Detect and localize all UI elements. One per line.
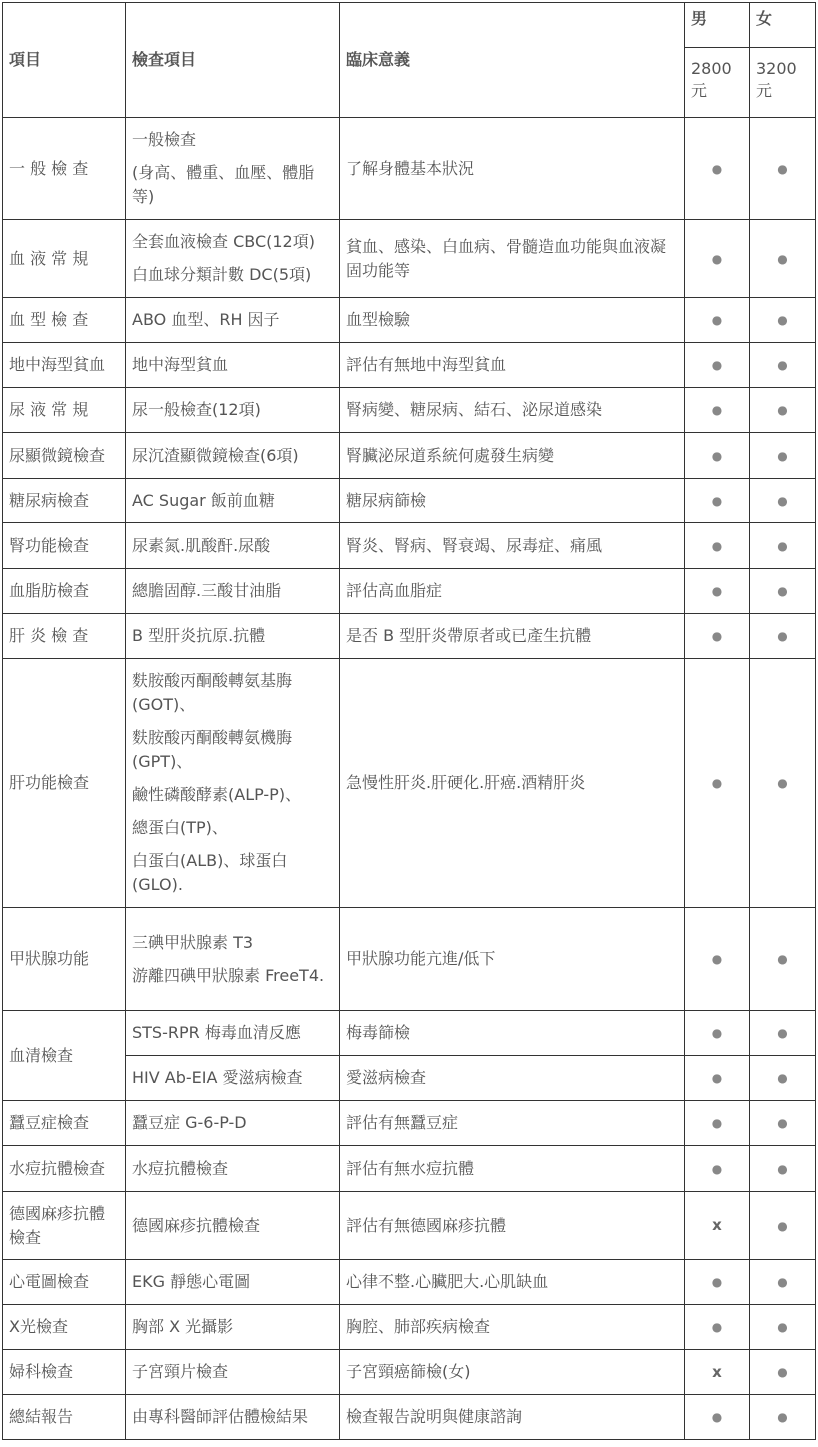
row-category: 肝 炎 檢 查 (3, 614, 126, 659)
exam-item-line: 由專科醫師評估體檢結果 (132, 1407, 309, 1426)
row-female-mark (750, 1350, 816, 1395)
row-category: 地中海型貧血 (3, 343, 126, 388)
table-row (3, 908, 816, 1011)
included-mark: ● (711, 1275, 723, 1289)
included-mark: ● (777, 1410, 788, 1424)
exam-item-line: (身高、體重、血壓、體脂等) (132, 163, 315, 206)
included-mark: ● (711, 952, 723, 966)
exam-item-line: 全套血液檢查 CBC(12項) (132, 232, 315, 251)
row-exam-items (126, 479, 340, 523)
included-mark: ● (711, 629, 723, 643)
header-female: 女 (750, 3, 816, 48)
table-row (3, 1260, 816, 1305)
row-female-mark (750, 118, 816, 220)
included-mark: ● (777, 313, 788, 327)
row-female-mark (750, 1395, 816, 1440)
female-price: 3200元 (750, 48, 816, 118)
row-male-mark (685, 908, 750, 1011)
row-clinical-meaning: 胸腔、肺部疾病檢查 (340, 1305, 685, 1350)
table-row (3, 1146, 816, 1192)
exam-item-line: 游離四碘甲狀腺素 FreeT4. (132, 965, 325, 985)
included-mark: ● (777, 1275, 788, 1289)
exam-item-line: 尿一般檢查(12項) (132, 400, 261, 419)
row-female-mark (750, 908, 816, 1011)
row-female-mark (750, 479, 816, 523)
row-male-mark (685, 523, 750, 569)
row-female-mark (750, 298, 816, 343)
included-mark: ● (711, 1410, 723, 1424)
row-clinical-meaning: 是否 B 型肝炎帶原者或已產生抗體 (340, 614, 685, 659)
row-male-mark (685, 118, 750, 220)
exam-item-line: STS-RPR 梅毒血清反應 (132, 1023, 301, 1042)
table-row (3, 298, 816, 343)
row-male-mark (685, 659, 750, 908)
row-category: 一 般 檢 查 (3, 118, 126, 220)
header-row (3, 3, 816, 48)
table-row (3, 1101, 816, 1146)
exam-item-line: 尿素氮.肌酸酐.尿酸 (132, 535, 271, 555)
included-mark: ● (777, 1218, 788, 1233)
included-mark: ● (777, 403, 788, 417)
row-category: 血脂肪檢查 (3, 569, 126, 614)
health-checkup-table (2, 2, 816, 1440)
excluded-mark: x (712, 1362, 722, 1381)
included-mark: ● (777, 1116, 788, 1130)
included-mark: ● (777, 629, 788, 643)
row-female-mark (750, 343, 816, 388)
included-mark: ● (711, 1071, 723, 1085)
row-male-mark (685, 1011, 750, 1056)
included-mark: ● (777, 1071, 788, 1085)
exam-item-line: B 型肝炎抗原.抗體 (132, 626, 266, 645)
included-mark: ● (777, 1161, 788, 1176)
row-exam-items (126, 1350, 340, 1395)
included-mark: ● (777, 1320, 788, 1334)
row-clinical-meaning: 評估有無地中海型貧血 (340, 343, 685, 388)
table-row (3, 659, 816, 908)
exam-item-line: 鹼性磷酸酵素(ALP-P)、 (132, 785, 302, 804)
exam-item-line: 白血球分類計數 DC(5項) (132, 265, 312, 284)
row-clinical-meaning: 腎炎、腎病、腎衰竭、尿毒症、痛風 (340, 523, 685, 569)
row-exam-items (126, 1260, 340, 1305)
included-mark: ● (711, 1116, 723, 1130)
table-row (3, 479, 816, 523)
table-row (3, 1395, 816, 1440)
exam-item-line: 一般檢查 (132, 130, 197, 149)
included-mark: ● (711, 448, 723, 463)
row-exam-items (126, 1395, 340, 1440)
row-clinical-meaning: 評估有無水痘抗體 (340, 1146, 685, 1192)
row-clinical-meaning: 了解身體基本狀況 (340, 118, 685, 220)
row-male-mark (685, 1056, 750, 1101)
row-female-mark (750, 433, 816, 479)
included-mark: ● (777, 776, 788, 790)
exam-item-line: EKG 靜態心電圖 (132, 1272, 251, 1291)
row-exam-items (126, 1305, 340, 1350)
included-mark: ● (777, 358, 788, 372)
row-exam-items (126, 118, 340, 220)
table-row (3, 614, 816, 659)
row-exam-items (126, 523, 340, 569)
row-clinical-meaning: 甲狀腺功能亢進/低下 (340, 908, 685, 1011)
row-exam-items (126, 1011, 340, 1056)
row-female-mark (750, 1305, 816, 1350)
included-mark: ● (711, 403, 723, 417)
row-clinical-meaning: 腎臟泌尿道系統何處發生病變 (340, 433, 685, 479)
included-mark: ● (777, 584, 788, 598)
included-mark: ● (777, 1026, 788, 1040)
header-clinical-meaning: 臨床意義 (340, 3, 685, 118)
row-clinical-meaning: 評估有無蠶豆症 (340, 1101, 685, 1146)
row-clinical-meaning: 梅毒篩檢 (340, 1011, 685, 1056)
included-mark: ● (777, 161, 788, 176)
row-exam-items (126, 569, 340, 614)
male-price: 2800元 (685, 48, 750, 118)
exam-item-line: 麩胺酸丙酮酸轉氨機脢(GPT)、 (132, 728, 293, 771)
row-exam-items (126, 1056, 340, 1101)
row-male-mark (685, 569, 750, 614)
included-mark: ● (711, 493, 723, 508)
exam-item-line: 水痘抗體檢查 (132, 1158, 229, 1178)
row-exam-items (126, 908, 340, 1011)
excluded-mark: x (712, 1216, 722, 1234)
included-mark: ● (777, 538, 788, 553)
included-mark: ● (777, 251, 788, 266)
row-category: X光檢查 (3, 1305, 126, 1350)
row-clinical-meaning: 糖尿病篩檢 (340, 479, 685, 523)
table-row (3, 1011, 816, 1056)
row-male-mark (685, 1350, 750, 1395)
row-category: 甲狀腺功能 (3, 908, 126, 1011)
row-clinical-meaning: 腎病變、糖尿病、結石、泌尿道感染 (340, 388, 685, 433)
included-mark: ● (711, 1320, 723, 1334)
row-category: 蠶豆症檢查 (3, 1101, 126, 1146)
row-female-mark (750, 1146, 816, 1192)
included-mark: ● (777, 493, 788, 508)
table-row (3, 118, 816, 220)
row-exam-items (126, 1101, 340, 1146)
row-male-mark (685, 1101, 750, 1146)
exam-item-line: AC Sugar 飯前血糖 (132, 490, 275, 510)
row-clinical-meaning: 急慢性肝炎.肝硬化.肝癌.酒精肝炎 (340, 659, 685, 908)
row-category: 肝功能檢查 (3, 659, 126, 908)
included-mark: ● (711, 1161, 723, 1176)
row-category: 腎功能檢查 (3, 523, 126, 569)
row-male-mark (685, 1260, 750, 1305)
row-category: 總結報告 (3, 1395, 126, 1440)
included-mark: ● (711, 584, 723, 598)
exam-item-line: 德國麻疹抗體檢查 (132, 1215, 261, 1235)
included-mark: ● (711, 251, 723, 266)
row-clinical-meaning: 愛滋病檢查 (340, 1056, 685, 1101)
row-female-mark (750, 1260, 816, 1305)
row-female-mark (750, 569, 816, 614)
row-category: 血 型 檢 查 (3, 298, 126, 343)
table-row (3, 1305, 816, 1350)
row-female-mark (750, 220, 816, 298)
row-exam-items (126, 298, 340, 343)
included-mark: ● (711, 313, 723, 327)
included-mark: ● (711, 161, 723, 176)
table-row (3, 388, 816, 433)
row-category: 婦科檢查 (3, 1350, 126, 1395)
row-clinical-meaning: 評估有無德國麻疹抗體 (340, 1192, 685, 1260)
row-category: 心電圖檢查 (3, 1260, 126, 1305)
table-row (3, 433, 816, 479)
header-male: 男 (685, 3, 750, 48)
row-female-mark (750, 659, 816, 908)
row-male-mark (685, 433, 750, 479)
row-category: 糖尿病檢查 (3, 479, 126, 523)
row-exam-items (126, 433, 340, 479)
row-category: 血清檢查 (3, 1011, 126, 1101)
row-male-mark (685, 479, 750, 523)
row-exam-items (126, 388, 340, 433)
included-mark: ● (711, 538, 723, 553)
table-row (3, 220, 816, 298)
exam-item-line: 胸部 X 光攝影 (132, 1317, 234, 1336)
row-category: 水痘抗體檢查 (3, 1146, 126, 1192)
row-male-mark (685, 1192, 750, 1260)
row-exam-items (126, 614, 340, 659)
included-mark: ● (711, 776, 723, 790)
row-male-mark (685, 1305, 750, 1350)
row-category: 血 液 常 規 (3, 220, 126, 298)
table-row (3, 1350, 816, 1395)
included-mark: ● (777, 448, 788, 463)
row-clinical-meaning: 貧血、感染、白血病、骨髓造血功能與血液凝固功能等 (340, 220, 685, 298)
row-female-mark (750, 523, 816, 569)
row-female-mark (750, 388, 816, 433)
row-clinical-meaning: 檢查報告說明與健康諮詢 (340, 1395, 685, 1440)
exam-item-line: 地中海型貧血 (132, 355, 229, 374)
included-mark: ● (711, 358, 723, 372)
row-female-mark (750, 1101, 816, 1146)
exam-item-line: 總膽固醇.三酸甘油脂 (132, 581, 282, 600)
row-exam-items (126, 659, 340, 908)
row-male-mark (685, 343, 750, 388)
row-exam-items (126, 1192, 340, 1260)
row-exam-items (126, 1146, 340, 1192)
row-male-mark (685, 614, 750, 659)
row-female-mark (750, 1056, 816, 1101)
row-category: 尿 液 常 規 (3, 388, 126, 433)
row-female-mark (750, 1011, 816, 1056)
exam-item-line: HIV Ab-EIA 愛滋病檢查 (132, 1068, 303, 1087)
exam-item-line: 子宮頸片檢查 (132, 1362, 229, 1381)
row-male-mark (685, 1395, 750, 1440)
table-row (3, 569, 816, 614)
table-row (3, 523, 816, 569)
exam-item-line: 三碘甲狀腺素 T3 (132, 932, 254, 952)
row-category: 德國麻疹抗體檢查 (3, 1192, 126, 1260)
exam-item-line: ABO 血型、RH 因子 (132, 310, 280, 329)
row-clinical-meaning: 子宮頸癌篩檢(女) (340, 1350, 685, 1395)
row-male-mark (685, 220, 750, 298)
exam-item-line: 尿沉渣顯微鏡檢查(6項) (132, 445, 299, 465)
exam-item-line: 蠶豆症 G-6-P-D (132, 1113, 247, 1132)
row-exam-items (126, 220, 340, 298)
exam-item-line: 總蛋白(TP)、 (132, 818, 228, 837)
row-category: 尿顯微鏡檢查 (3, 433, 126, 479)
row-exam-items (126, 343, 340, 388)
included-mark: ● (777, 1365, 788, 1379)
exam-item-line: 白蛋白(ALB)、球蛋白(GLO). (132, 851, 288, 894)
row-clinical-meaning: 評估高血脂症 (340, 569, 685, 614)
row-male-mark (685, 1146, 750, 1192)
exam-item-line: 麩胺酸丙酮酸轉氨基脢(GOT)、 (132, 671, 293, 714)
row-clinical-meaning: 血型檢驗 (340, 298, 685, 343)
included-mark: ● (777, 952, 788, 966)
header-item: 項目 (3, 3, 126, 118)
row-female-mark (750, 1192, 816, 1260)
row-male-mark (685, 298, 750, 343)
included-mark: ● (711, 1026, 723, 1040)
row-female-mark (750, 614, 816, 659)
row-clinical-meaning: 心律不整.心臟肥大.心肌缺血 (340, 1260, 685, 1305)
header-exam-item: 檢查項目 (126, 3, 340, 118)
row-male-mark (685, 388, 750, 433)
table-row (3, 343, 816, 388)
table-row (3, 1192, 816, 1260)
